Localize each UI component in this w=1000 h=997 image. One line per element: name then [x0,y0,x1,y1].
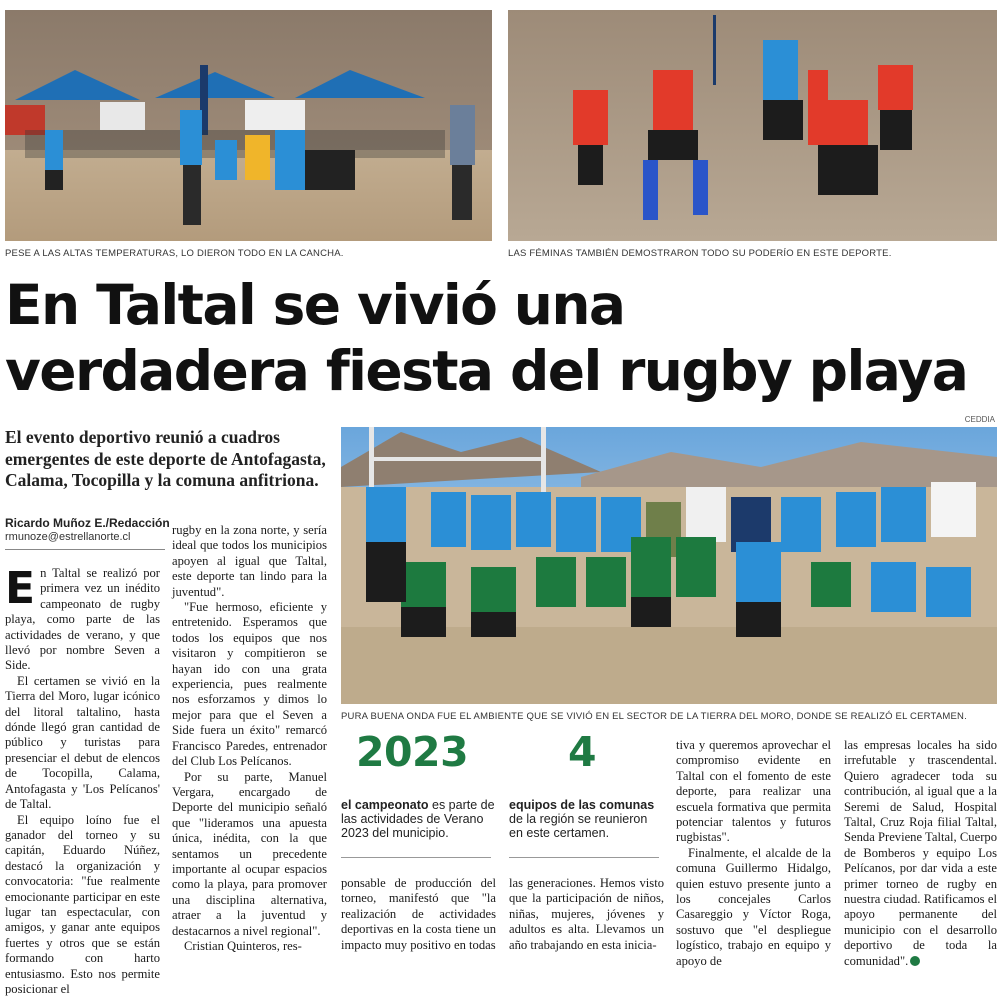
caption-team-photo: PURA BUENA ONDA FUE EL AMBIENTE QUE SE VIVIÓ EN EL SECTOR DE LA TIERRA DEL MORO, DONDE SE REALIZÓ EL CERTAMEN. [341,711,967,722]
headline-line-2: verdadera fiesta del rugby playa [5,339,967,403]
stat-teams-number: 4 [568,728,596,776]
body-paragraph: tiva y queremos aprovechar el compromiso evidente en Taltal con el fomento de este deporte, para realizar una escuela formativa que permita potenciar talentos y futuros rugbistas". [676,738,831,846]
body-paragraph: El equipo loíno fue el ganador del torneo y su capitán, Eduardo Núñez, destacó la organización y convocatoria: "fue realmente emocionante participar en este lugar tan espectacular, con amigos, y ganar ante equipos fuertes y otros que se están formando con harto entusiasmo. Esto nos permite posicionar el [5,813,160,997]
article-deck: El evento deportivo reunió a cuadros emergentes de este deporte de Antofagasta, Calama, Tocopilla y la comuna anfitriona. [5,427,335,492]
body-paragraph: En Taltal se realizó por primera vez un inédito campeonato de rugby playa, como parte de las actividades de verano, y que llevó por nombre Seven a Side. [5,566,160,674]
body-column-5 [676,738,831,961]
body-paragraph: rugby en la zona norte, y sería ideal que todos los municipios apoyen al igual que Taltal, este deporte tan lindo para la juventud". [172,523,327,600]
body-column-4 [509,876,664,961]
body-paragraph: El certamen se vivió en la Tierra del Moro, lugar icónico del litoral taltalino, hasta dónde llegó gran cantidad de público y turistas para presenciar el debut de elencos de Tocopilla, Calama, Antofagasta y 'Los Pelícanos' de Taltal. [5,674,160,813]
body-paragraph: "Fue hermoso, eficiente y entretenido. Esperamos que todos los equipos que nos visitaron y compitieron se hayan ido con una grata experiencia, pues realmente nos esforzamos y dimos lo mejor para que el Seven a Side fuera un éxito" remarcó Francisco Paredes, entrenador del Club Los Pelícanos. [172,600,327,769]
caption-top-right: LAS FÉMINAS TAMBIÉN DEMOSTRARON TODO SU PODERÍO EN ESTE DEPORTE. [508,248,892,259]
body-paragraph: las empresas locales ha sido irrefutable y trascendental. Quiero agradecer toda su contribución, al igual que a la Seremi de Salud, Hospital Taltal, Cruz Roja filial Taltal, Senda Previene Taltal, Cuerpo de Bomberos y equipo Los Pelícanos, por dar vida a este primer torneo de rugby en nuestra ciudad. Ratificamos el apoyo permanente del municipio con el desarrollo deportivo de toda la comunidad". [844,738,997,969]
stat-teams-text: equipos de las comunas de la región se reunieron en este certamen. [509,798,664,840]
body-paragraph: ponsable de producción del torneo, manifestó que "la realización de actividades deportivas en la costa tiene un impacto muy positivo en todas [341,876,496,953]
stat-divider [341,857,491,858]
body-paragraph: Cristian Quinteros, res- [172,939,327,954]
body-paragraph: Finalmente, el alcalde de la comuna Guillermo Hidalgo, quien estuvo presente junto a los concejales Carlos Casareggio y Víctor Roga, sostuvo que "el despliegue logístico, trabajo en equipo y apoyo de [676,846,831,969]
body-column-6 [844,738,997,961]
stat-year-text: el campeonato es parte de las actividades de Verano 2023 del municipio. [341,798,496,840]
body-column-2 [172,523,327,961]
caption-top-left: PESE A LAS ALTAS TEMPERATURAS, LO DIERON TODO EN LA CANCHA. [5,248,344,259]
photo-men-rugby-match-image [5,10,492,241]
body-paragraph: las generaciones. Hemos visto que la participación de niños, niñas, mujeres, jóvenes y adultos es alta. Llevamos un año trabajando en esta inicia- [509,876,664,953]
byline-divider [5,549,165,550]
body-column-1 [5,566,160,961]
stat-divider [509,857,659,858]
headline [5,272,997,404]
author-email: rmunoze@estrellanorte.cl [5,531,131,543]
photo-women-rugby-match-image [508,10,997,241]
dropcap: E [5,570,35,608]
photo-team-group-image [341,427,997,704]
photo-men-rugby-match [5,10,492,241]
headline-line-1: En Taltal se vivió una [5,273,624,337]
byline: Ricardo Muñoz E./Redacción [5,516,170,530]
body-column-3 [341,876,496,961]
photo-credit: CEDDIA [965,415,995,424]
stat-year-number: 2023 [356,728,468,776]
photo-women-rugby-match [508,10,997,241]
body-paragraph: Por su parte, Manuel Vergara, encargado de Deporte del municipio señaló que "lideramos una apuesta única, inédita, con la que sentamos un precedente importante al ocupar espacios como la playa, para promover una disciplina alternativa, atraer a la juventud y destacarnos a nivel regional". [172,770,327,939]
end-mark-icon [910,956,920,966]
photo-team-group [341,427,997,704]
